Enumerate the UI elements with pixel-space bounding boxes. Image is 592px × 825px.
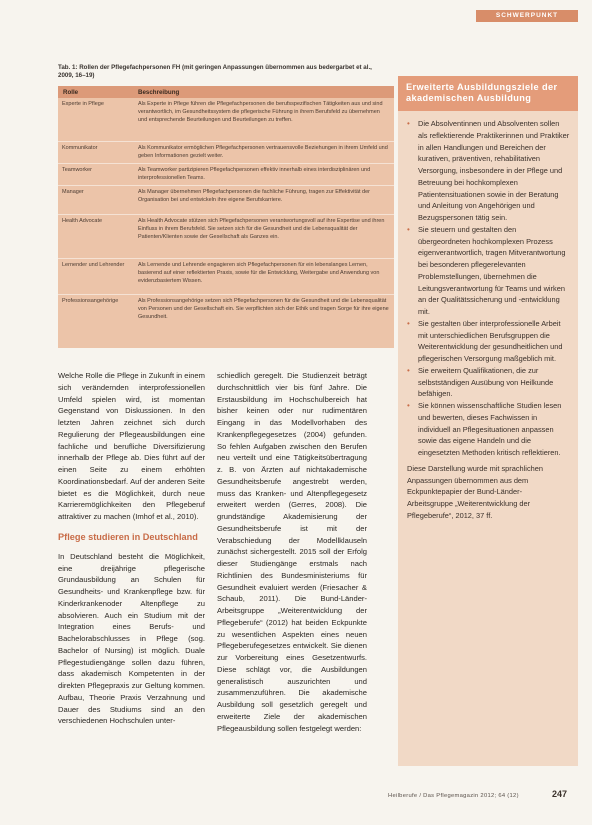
table-cell-role: Manager [62, 189, 84, 195]
list-item [407, 400, 570, 459]
bullet-icon: • [407, 318, 410, 328]
table-cell-description: Als Teamworker partizipieren Pflegefachpersonen effektiv innerhalb eines interdisziplinären und interprofessionellen Teams. [138, 167, 371, 181]
list-item-text: Sie erweitern Qualifikationen, die zur selbstständigen Ausübung von Heilkunde befähigen. [418, 365, 554, 399]
sidebar-title: Erweiterte Ausbildungsziele der akademischen Ausbildung [398, 76, 578, 111]
table-row [58, 215, 394, 259]
table-cell-role: Professionsangehörige [62, 298, 119, 304]
table-row [58, 164, 394, 186]
roles-table [58, 86, 394, 348]
sidebar-box [398, 76, 578, 766]
body-paragraph: schiedlich geregelt. Die Studienzeit beträgt durchschnittlich vier bis fünf Jahre. Die Erstausbildung im Hochschulbereich hat bisher keinen oder nur rudimentären Eingang in das Modellvorhaben des Krankenpflegegesetzes (2004) gefunden. So fehlen Aufgaben zwischen den Berufen neu verteilt und eine Tätigkeitsübertragung z. B. von Ärzten auf nichtakademische Gesundheitsberufe angestrebt werden, muss das Kranken- und Altenpflegegesetz erweitert werden (Gerres, 2008). Die grundständige Akademisierung der Gesundheitsberufe ist mit der Verabschiedung der Modellklauseln zunächst sichergestellt. 2015 soll der Erfolg dieser Studiengänge erstmals nach Richtlinien des Bundesministeriums für Gesundheit evaluiert werden (Friesacher & Schaub, 2011). Die Bund-Länder-Arbeitsgruppe „Weiterentwicklung der Pflegeberufe“ (2012) hat beiden Eckpunkte zu wesentlichen Aspekten eines neuen Pflegeberufegesetzes entwickelt. Sie dienen zur Vorbereitung eines Gesetzentwurfs. Diese schlägt vor, die Ausbildungen generalistisch auszurichten und zusammenzuführen. Die akademische Ausbildung soll gesetzlich geregelt und erweiterte Ziele der akademischen Pflegeausbildung sollen festgelegt werden: [217, 371, 367, 733]
section-label: SCHWERPUNKT [476, 10, 578, 22]
list-item-text: Die Absolventinnen und Absolventen sollen als reflektierende Praktikerinnen und Praktiker in allen Handlungen und Bereichen der kurativen, präventiven, rehabilitativen Versorgung, insbesondere in der Pflege und Betreuung bei hochkomplexen Patientensituationen sowie in der Beratung und Anleitung von Angehörigen und Bezugspersonen tätig sein. [418, 119, 570, 222]
list-item-text: Sie steuern und gestalten den übergeordneten hochkomplexen Prozess eigenverantwortlich, tragen Mitverantwortung bei besonderen pflegerelevanten Problemstellungen, übernehmen die Leitungsverantwortung für Teams und wirken an der Qualitätssicherung und -entwicklung mit. [418, 224, 566, 316]
list-item [407, 224, 570, 318]
table-cell-description: Als Professionsangehörige setzen sich Pflegefachpersonen für die Gesundheit und die Lebensqualität von Personen und der Gesellschaft ein. Sie verpflichten sich der Ethik und tragen Sorge für ihre eigene Gesundheit. [138, 298, 389, 320]
list-item-text: Sie können wissenschaftliche Studien lesen und bewerten, dieses Fachwissen in individuell an Pflegesituationen anpassen sowie das eigene Handeln und die eingesetzten Methoden kritisch reflektieren. [418, 401, 562, 457]
table-row [58, 186, 394, 215]
table-cell-description: Als Lernende und Lehrende engagieren sich Pflegefachpersonen für ein lebenslanges Lernen, basierend auf einer reflektierten Praxis, sowie für die Entwicklung, Weitergabe und Anwendung von evidenzbasiertem Wissen. [138, 262, 380, 284]
table-cell-description: Als Manager übernehmen Pflegefachpersonen die fachliche Führung, tragen zur Effektivität der Organisation bei und entwickeln ihre eigene Berufskarriere. [138, 189, 370, 203]
table-caption: Tab. 1: Rollen der Pflegefachpersonen FH (mit geringen Anpassungen übernommen aus bedergarbet et al., 2009, 16–19) [58, 64, 372, 79]
table-header-role: Rolle [63, 88, 79, 96]
table-cell-description: Als Kommunikator ermöglichen Pflegefachpersonen vertrauensvolle Beziehungen in ihrem Umfeld und geben Informationen gezielt weiter. [138, 145, 388, 159]
table-row [58, 259, 394, 295]
table-cell-role: Kommunikator [62, 145, 98, 151]
bullet-icon: • [407, 224, 410, 234]
table-cell-description: Als Health Advocate stützen sich Pflegefachpersonen verantwortungsvoll auf ihre Expertise und ihren Einfluss in ihrem Berufsfeld. Sie setzen sich für die Gesundheit und die Lebensqualität der Patienten/Klienten sowie der Gesellschaft als Ganzes ein. [138, 218, 385, 240]
bullet-icon: • [407, 119, 410, 128]
table-header-description: Beschreibung [138, 88, 180, 96]
list-item-text: Sie gestalten über interprofessionelle Arbeit mit unterschiedlichen Berufsgruppen die Weiterentwicklung der gesundheitlichen und pflegerischen Versorgung maßgeblich mit. [418, 318, 563, 363]
table-cell-role: Health Advocate [62, 218, 103, 224]
bullet-icon: • [407, 365, 410, 375]
footer-citation: Heilberufe / Das Pflegemagazin 2012; 64 (12) [388, 793, 519, 799]
body-paragraph: Welche Rolle die Pflege in Zukunft in einem sich verändernden interprofessionellen Umfeld spielen wird, ist momentan Gegenstand von Diskussionen. In den letzten Jahren zeichnet sich durch Regulierung der Pflegeausbildungen eine fachliche und berufliche Diversifizierung innerhalb der Pflege ab. Dies führt auf der einen Seite zu einem erhöhten Koordinationsbedarf. Auf der anderen Seite bietet es die Möglichkeit, durch neue Karrieremöglichkeiten den Pflegeberuf attraktiver zu machen (Imhof et al., 2010). [58, 371, 205, 521]
bullet-icon: • [407, 401, 410, 410]
page-number: 247 [552, 789, 568, 799]
table-cell-role: Experte in Pflege [62, 101, 104, 107]
list-item [407, 318, 570, 365]
table-row [58, 98, 394, 142]
sidebar-list [398, 111, 578, 459]
table-cell-role: Teamworker [62, 167, 92, 173]
body-paragraph: In Deutschland besteht die Möglichkeit, eine dreijährige pflegerische Grundausbildung an Schulen für Gesundheits- und Krankenpflege bzw. für Kinderkrankenoder Altenpflege zu absolvieren. Auch ein Studium mit der Integration eines Berufs- und Bachelorabschlusses in Pflege (sog. Bachelor of Nursing) ist möglich. Duale Pflegestudiengänge sollen dazu führen, dass akademisch Kompetenten in der direkten Pflegepraxis zur Geltung kommen. Aufbau, Theorie Praxis Verzahnung und Dauer des Studiums sind an den verschiedenen Hochschulen unter- [58, 551, 205, 726]
list-item [407, 118, 570, 224]
list-item [407, 365, 570, 400]
body-column-middle [217, 370, 367, 734]
table-row [58, 142, 394, 164]
table-header [58, 86, 394, 98]
table-cell-role: Lernender und Lehrender [62, 262, 125, 268]
body-column-left [58, 370, 205, 727]
section-heading: Pflege studieren in Deutschland [58, 531, 198, 542]
sidebar-source-note: Diese Darstellung wurde mit sprachlichen Anpassungen übernommen aus dem Eckpunktepapier der Bund-Länder-Arbeitsgruppe „Weiterentwicklung der Pflegeberufe“, 2012, 37 ff. [407, 463, 543, 520]
table-row [58, 295, 394, 335]
table-cell-description: Als Experte in Pflege führen die Pflegefachpersonen die berufsspezifischen Tätigkeiten aus und sind verantwortlich, im Gesundheitssystem die pflegerische Führung in ihrem Berufsfeld zu übernehmen und entsprechende Beurteilungen und Beurteilungen zu treffen. [138, 101, 383, 123]
